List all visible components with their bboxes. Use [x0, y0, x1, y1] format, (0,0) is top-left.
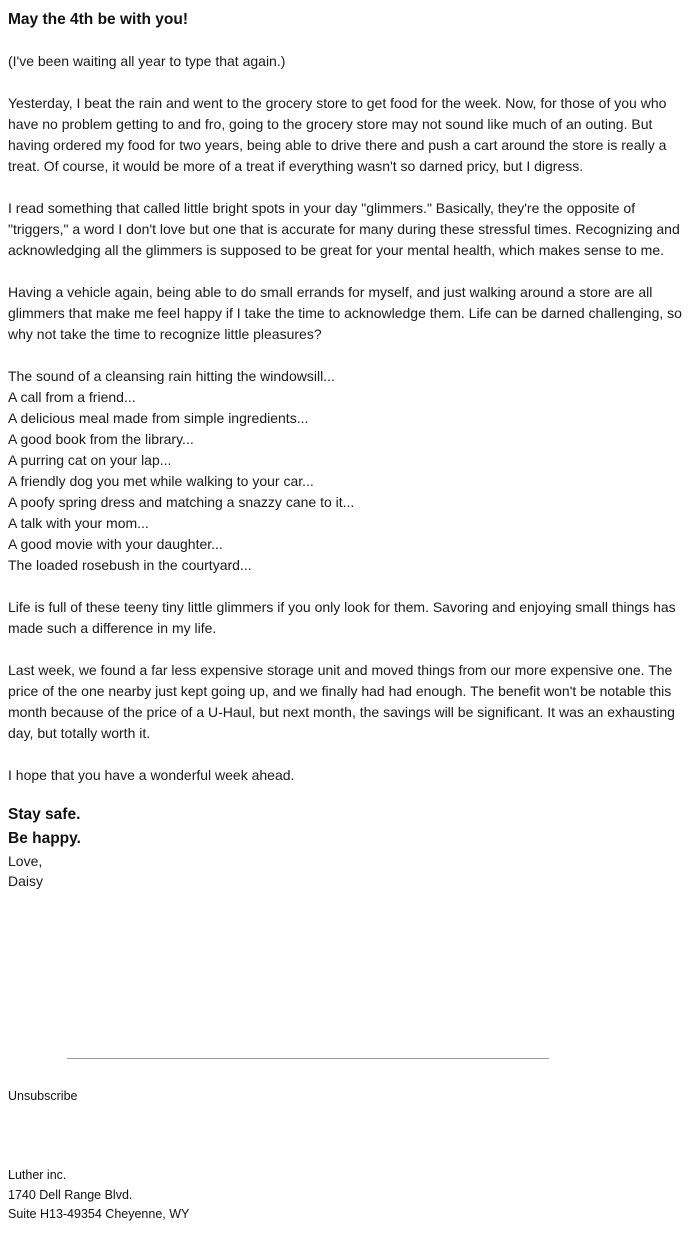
spacer	[8, 261, 692, 282]
list-item: The loaded rosebush in the courtyard...	[8, 557, 252, 573]
spacer	[8, 177, 692, 198]
intro-paragraph: (I've been waiting all year to type that again.)	[8, 53, 286, 69]
storage-paragraph: Last week, we found a far less expensive storage unit and moved things from our more expensive one. The price of the one nearby just kept going up, and we finally had had enough. The benefit won't be notable this month because of the price of a U-Haul, but next month, the savings will be significant. It was an exhausting day, but totally worth it.	[8, 662, 675, 741]
list-item: A good book from the library...	[8, 431, 194, 447]
unsubscribe-link[interactable]: Unsubscribe	[8, 1089, 78, 1103]
list-item: A poofy spring dress and matching a snazzy cane to it...	[8, 494, 355, 510]
city-line: Suite H13-49354 Cheyenne, WY	[8, 1207, 190, 1221]
signoff-be-happy: Be happy.	[8, 830, 81, 847]
list-item: A call from a friend...	[8, 389, 136, 405]
signoff-closing: Love,	[8, 853, 43, 869]
list-item: A delicious meal made from simple ingredients...	[8, 410, 309, 426]
spacer	[8, 30, 692, 51]
signoff-name: Daisy	[8, 873, 44, 889]
footer-address	[8, 1166, 189, 1225]
street-address: 1740 Dell Range Blvd.	[8, 1187, 133, 1202]
list-item: A purring cat on your lap...	[8, 452, 172, 468]
spacer	[8, 345, 692, 366]
vehicle-paragraph: Having a vehicle again, being able to do small errands for myself, and just walking around a store are all glimmers that make me feel happy if I take the time to acknowledge them. Life can be darned challenging, so why not take the time to recognize little pleasures?	[8, 284, 682, 342]
closing-paragraph: I hope that you have a wonderful week ahead.	[8, 767, 295, 783]
email-body	[8, 0, 692, 891]
list-item: A friendly dog you met while walking to your car...	[8, 473, 314, 489]
spacer	[8, 786, 692, 803]
glimmers-list	[8, 366, 692, 576]
footer-divider	[67, 1058, 549, 1059]
grocery-paragraph: Yesterday, I beat the rain and went to the grocery store to get food for the week. Now, for those of you who have no problem getting to and fro, going to the grocery store may not sound like much of an outing. But having ordered my food for two years, being able to drive there and push a cart around the store is really a treat. Of course, it would be more of a treat if everything wasn't so darned pricy, but I digress.	[8, 95, 667, 174]
company-name: Luther inc.	[8, 1168, 67, 1182]
life-paragraph: Life is full of these teeny tiny little glimmers if you only look for them. Savoring and enjoying small things has made such a difference in my life.	[8, 599, 676, 636]
signoff-stay-safe: Stay safe.	[8, 806, 81, 823]
spacer	[8, 72, 692, 93]
spacer	[8, 744, 692, 765]
list-item: A talk with your mom...	[8, 515, 149, 531]
spacer	[8, 576, 692, 597]
signoff	[8, 803, 692, 891]
list-item: A good movie with your daughter...	[8, 536, 223, 552]
spacer	[8, 639, 692, 660]
email-title: May the 4th be with you!	[8, 11, 188, 28]
list-item: The sound of a cleansing rain hitting the windowsill...	[8, 368, 335, 384]
glimmers-paragraph: I read something that called little bright spots in your day "glimmers." Basically, they're the opposite of "triggers," a word I don't love but one that is accurate for many during these stressful times. Recognizing and acknowledging all the glimmers is supposed to be great for your mental health, which makes sense to me.	[8, 200, 680, 258]
